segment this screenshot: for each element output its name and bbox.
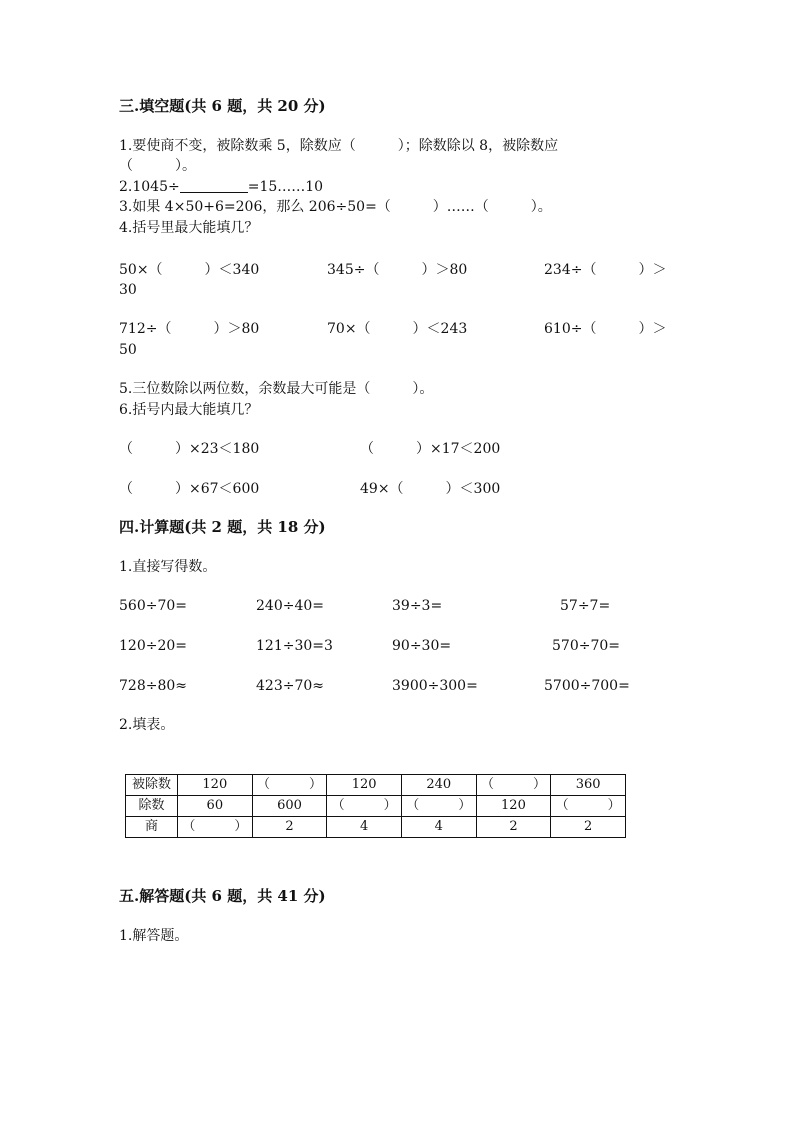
- q4-2: 2.填表。: [119, 717, 175, 733]
- table-header-cell: 被除数: [126, 775, 178, 796]
- section4-title: 四.计算题(共 2 题，共 18 分): [119, 518, 326, 536]
- q3-4-item: 610÷（ ）＞: [544, 321, 667, 337]
- fill-table: [125, 774, 626, 838]
- table-blank-cell[interactable]: （ ）: [401, 796, 476, 817]
- q3-2-blank[interactable]: [180, 178, 248, 193]
- q3-1-line2: （ ）。: [119, 158, 196, 174]
- q5-1: 1.解答题。: [119, 928, 189, 944]
- q3-6-item: （ ）×17＜200: [360, 441, 501, 457]
- q3-6-item: （ ）×67＜600: [119, 481, 260, 497]
- table-header-cell: 除数: [126, 796, 178, 817]
- calc-item: 570÷70=: [552, 638, 620, 654]
- calc-item: 90÷30=: [392, 638, 452, 654]
- table-header-cell: 商: [126, 817, 178, 838]
- table-blank-cell[interactable]: （ ）: [476, 775, 551, 796]
- table-row: [126, 796, 626, 817]
- calc-item: 120÷20=: [119, 638, 187, 654]
- calc-item: 560÷70=: [119, 598, 187, 614]
- table-cell: 120: [327, 775, 402, 796]
- q4-1: 1.直接写得数。: [119, 559, 217, 575]
- table-cell: 120: [178, 775, 253, 796]
- table-cell: 2: [551, 817, 626, 838]
- calc-item: 240÷40=: [256, 598, 324, 614]
- q3-4-item-wrap: 30: [119, 282, 137, 298]
- calc-item: 423÷70≈: [256, 678, 324, 694]
- q3-5: 5.三位数除以两位数，余数最大可能是（ ）。: [119, 381, 434, 397]
- table-cell: 4: [401, 817, 476, 838]
- table-cell: 120: [476, 796, 551, 817]
- table-cell: 2: [476, 817, 551, 838]
- q3-4-item: 234÷（ ）＞: [544, 262, 667, 278]
- table-cell: 60: [178, 796, 253, 817]
- table-cell: 2: [252, 817, 327, 838]
- q3-2-prefix: 2.1045÷: [119, 179, 180, 195]
- q3-3: 3.如果 4×50+6=206，那么 206÷50=（ ）……（ ）。: [119, 199, 552, 215]
- calc-item: 121÷30=3: [256, 638, 333, 654]
- q3-4-item: 50×（ ）＜340: [119, 262, 260, 278]
- table-cell: 4: [327, 817, 402, 838]
- calc-item: 3900÷300=: [392, 678, 478, 694]
- table-blank-cell[interactable]: （ ）: [252, 775, 327, 796]
- q3-4-item-wrap: 50: [119, 342, 137, 358]
- table-blank-cell[interactable]: （ ）: [327, 796, 402, 817]
- q3-1-line1: 1.要使商不变，被除数乘 5，除数应（ ）；除数除以 8，被除数应: [119, 138, 559, 154]
- table-cell: 360: [551, 775, 626, 796]
- table-blank-cell[interactable]: （ ）: [551, 796, 626, 817]
- q3-4: 4.括号里最大能填几？: [119, 220, 259, 236]
- q3-6-item: （ ）×23＜180: [119, 441, 260, 457]
- q3-4-item: 712÷（ ）＞80: [119, 321, 260, 337]
- calc-item: 57÷7=: [560, 598, 611, 614]
- table-row: [126, 817, 626, 838]
- table-cell: 240: [401, 775, 476, 796]
- q3-4-item: 70×（ ）＜243: [327, 321, 468, 337]
- section3-title: 三.填空题(共 6 题，共 20 分): [119, 97, 326, 115]
- calc-item: 39÷3=: [392, 598, 443, 614]
- q3-6-item: 49×（ ）＜300: [360, 481, 501, 497]
- table-blank-cell[interactable]: （ ）: [178, 817, 253, 838]
- q3-6: 6.括号内最大能填几？: [119, 402, 259, 418]
- calc-item: 728÷80≈: [119, 678, 187, 694]
- table-row: [126, 775, 626, 796]
- q3-4-item: 345÷（ ）＞80: [327, 262, 468, 278]
- section5-title: 五.解答题(共 6 题，共 41 分): [119, 887, 326, 905]
- q3-2: [119, 178, 323, 196]
- calc-item: 5700÷700=: [544, 678, 630, 694]
- q3-2-suffix: =15……10: [247, 179, 324, 195]
- table-cell: 600: [252, 796, 327, 817]
